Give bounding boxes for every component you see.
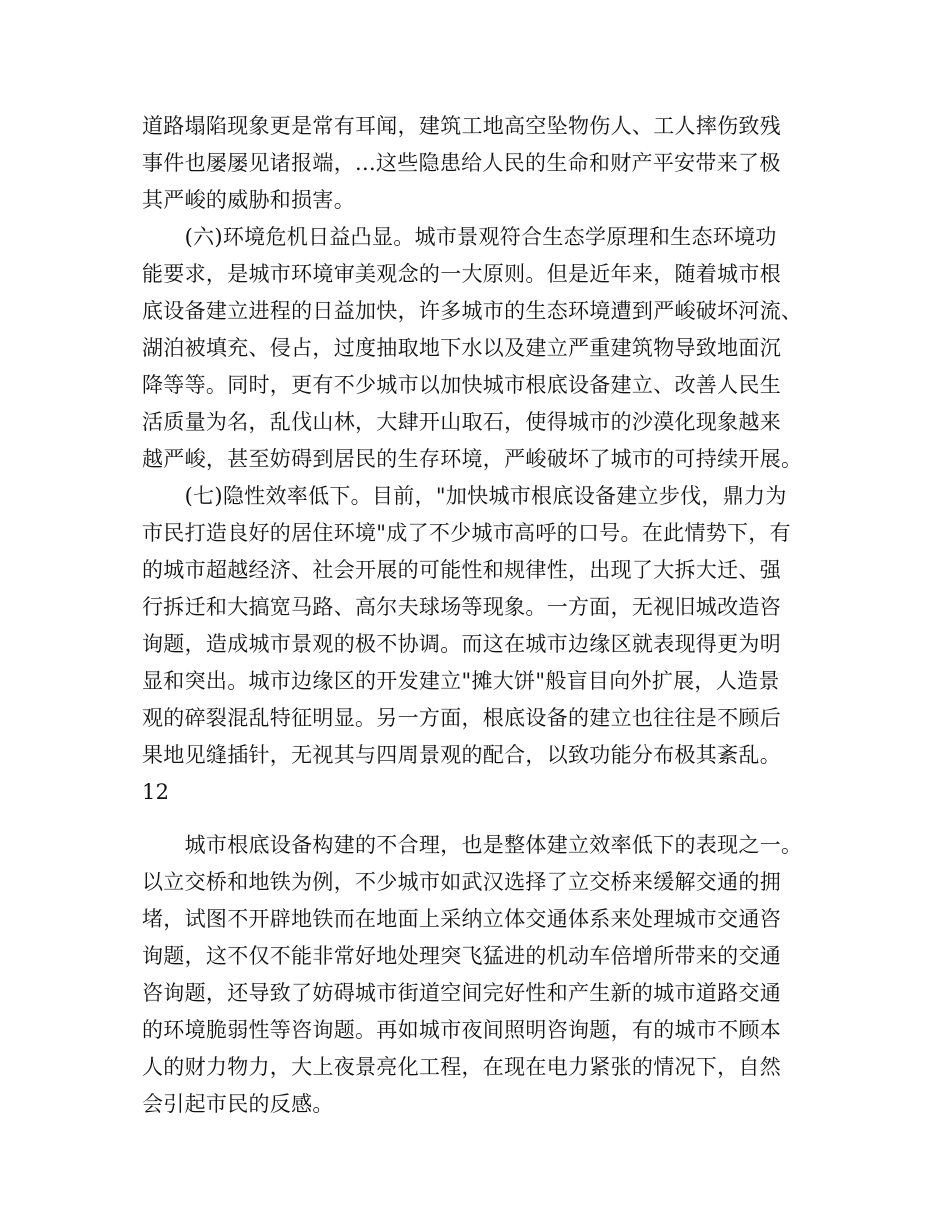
text-line: 以立交桥和地铁为例，不少城市如武汉选择了立交桥来缓解交通的拥 bbox=[142, 870, 781, 894]
text-line: 道路塌陷现象更是常有耳闻，建筑工地高空坠物伤人、工人摔伤致残 bbox=[142, 114, 781, 138]
text-line: 城市根底设备构建的不合理，也是整体建立效率低下的表现之一。 bbox=[142, 833, 803, 857]
text-line: 底设备建立进程的日益加快，许多城市的生态环境遭到严峻破坏河流、 bbox=[142, 299, 803, 323]
text-line: 果地见缝插针，无视其与四周景观的配合，以致功能分布极其紊乱。 bbox=[142, 743, 781, 767]
text-line: 会引起市民的反感。 bbox=[142, 1092, 334, 1116]
text-line: 的环境脆弱性等咨询题。再如城市夜间照明咨询题，有的城市不顾本 bbox=[142, 1018, 781, 1042]
text-line: (六)环境危机日益凸显。城市景观符合生态学原理和生态环境功 bbox=[142, 225, 777, 249]
text-line: 活质量为名，乱伐山林，大肆开山取石，使得城市的沙漠化现象越来 bbox=[142, 410, 781, 434]
text-line: 越严峻，甚至妨碍到居民的生存环境，严峻破坏了城市的可持续开展。 bbox=[142, 447, 803, 471]
text-line: 行拆迁和大搞宽马路、高尔夫球场等现象。一方面，无视旧城改造咨 bbox=[142, 595, 781, 619]
text-line: 市民打造良好的居住环境"成了不少城市高呼的口号。在此情势下，有 bbox=[142, 521, 791, 545]
text-line: 咨询题，还导致了妨碍城市街道空间完好性和产生新的城市道路交通 bbox=[142, 981, 781, 1005]
text-line: 12 bbox=[142, 780, 170, 804]
text-line: 其严峻的威胁和损害。 bbox=[142, 188, 355, 212]
text-line: 询题，造成城市景观的极不协调。而这在城市边缘区就表现得更为明 bbox=[142, 632, 781, 656]
text-line: 人的财力物力，大上夜景亮化工程，在现在电力紧张的情况下，自然 bbox=[142, 1055, 781, 1079]
text-line: 堵，试图不开辟地铁而在地面上采纳立体交通体系来处理城市交通咨 bbox=[142, 907, 781, 931]
text-line: 的城市超越经济、社会开展的可能性和规律性，出现了大拆大迁、强 bbox=[142, 558, 781, 582]
text-line: 事件也屡屡见诸报端，...这些隐患给人民的生命和财产平安带来了极 bbox=[142, 151, 781, 175]
text-line: 显和突出。城市边缘区的开发建立"摊大饼"般盲目向外扩展，人造景 bbox=[142, 669, 780, 693]
text-line: 降等等。同时，更有不少城市以加快城市根底设备建立、改善人民生 bbox=[142, 373, 781, 397]
text-line: (七)隐性效率低下。目前，"加快城市根底设备建立步伐，鼎力为 bbox=[142, 484, 787, 508]
text-line: 观的碎裂混乱特征明显。另一方面，根底设备的建立也往往是不顾后 bbox=[142, 706, 781, 730]
text-line: 询题，这不仅不能非常好地处理突飞猛进的机动车倍增所带来的交通 bbox=[142, 944, 781, 968]
text-line: 湖泊被填充、侵占，过度抽取地下水以及建立严重建筑物导致地面沉 bbox=[142, 336, 781, 360]
text-line: 能要求，是城市环境审美观念的一大原则。但是近年来，随着城市根 bbox=[142, 262, 781, 286]
